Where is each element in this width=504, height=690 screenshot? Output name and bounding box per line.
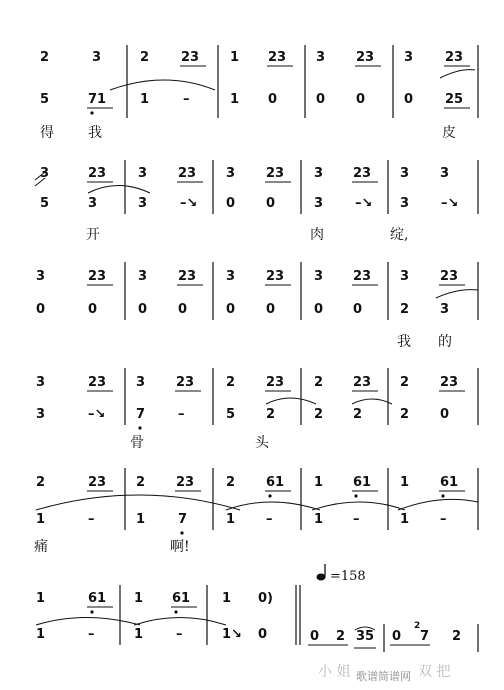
note: 0 [316, 92, 326, 107]
row-1 [40, 45, 478, 141]
watermark [318, 663, 450, 683]
note: 7 [178, 512, 188, 527]
note: 1 [222, 591, 232, 606]
note: 3 [404, 50, 414, 65]
note-group: 61 [440, 475, 459, 490]
note: 3 [136, 375, 146, 390]
note: 0 [356, 92, 366, 107]
note: 3 [440, 302, 450, 317]
note-group: 23 [440, 269, 459, 284]
note-group: 61 [353, 475, 372, 490]
note-group: 23 [268, 50, 287, 65]
note: 1 [134, 591, 144, 606]
note: 1 [226, 512, 236, 527]
dash: – [88, 627, 95, 642]
note: 3 [314, 166, 324, 181]
lyric: 我 [397, 334, 411, 350]
note: 1 [230, 50, 240, 65]
note-group: 23 [356, 50, 375, 65]
row-2 [35, 160, 478, 243]
note-group: 25 [445, 92, 464, 107]
note: 2 [336, 629, 346, 644]
dash: – [88, 512, 95, 527]
note: 5 [226, 407, 236, 422]
note: 1 [314, 475, 324, 490]
note: 1 [230, 92, 240, 107]
note: 2 [400, 407, 410, 422]
note: 3 [36, 269, 46, 284]
note: 0 [392, 629, 402, 644]
note: 0 [440, 407, 450, 422]
note-group: 71 [88, 92, 107, 107]
note: 0 [178, 302, 188, 317]
note: 0 [36, 302, 46, 317]
note: 3 [314, 269, 324, 284]
note-group: 23 [178, 269, 197, 284]
note: 0) [258, 591, 273, 606]
dash: –↘ [88, 407, 106, 422]
note: 7 [136, 407, 146, 422]
dash: –↘ [355, 196, 373, 211]
note: 2 [400, 375, 410, 390]
watermark-left-chars: 小 姐 [318, 664, 351, 680]
note-group: 23 [176, 475, 195, 490]
note: 1↘ [222, 627, 242, 642]
note-group: 23 [266, 375, 285, 390]
note: 1 [36, 512, 46, 527]
note-group: 23 [88, 375, 107, 390]
lyric: 得 [40, 125, 54, 141]
note: 0 [226, 302, 236, 317]
note: 3 [88, 196, 98, 211]
note: 3 [36, 407, 46, 422]
note-group: 23 [178, 166, 197, 181]
lyric: 啊! [170, 539, 190, 555]
note: 2 [353, 407, 363, 422]
note: 3 [314, 196, 324, 211]
note: 1 [314, 512, 324, 527]
dash: – [266, 512, 273, 527]
grace-note: 2 [414, 621, 421, 631]
note-group: 23 [353, 166, 372, 181]
note: 0 [266, 196, 276, 211]
row-6 [36, 564, 478, 652]
row-3 [36, 262, 478, 350]
note-group: 23 [88, 475, 107, 490]
note: 1 [400, 512, 410, 527]
lyric: 我 [88, 125, 102, 141]
note: 1 [36, 627, 46, 642]
row-4 [36, 368, 478, 451]
note: 2 [136, 475, 146, 490]
note: 3 [138, 269, 148, 284]
note: 3 [36, 375, 46, 390]
lyric: 肉 [310, 227, 324, 243]
note-group: 61 [172, 591, 191, 606]
note: 1 [134, 627, 144, 642]
note: 3 [400, 166, 410, 181]
note: 0 [353, 302, 363, 317]
note: 2 [266, 407, 276, 422]
note: 2 [226, 475, 236, 490]
note: 2 [314, 375, 324, 390]
note: 3 [400, 196, 410, 211]
note: 1 [140, 92, 150, 107]
dash: –↘ [180, 196, 198, 211]
note: 3 [226, 166, 236, 181]
note-group: 23 [266, 166, 285, 181]
note: 0 [266, 302, 276, 317]
row-5 [34, 468, 478, 555]
tempo-value: =158 [330, 569, 366, 584]
note: 0 [258, 627, 268, 642]
note: 0 [310, 629, 320, 644]
dash: –↘ [441, 196, 459, 211]
note-group: 23 [88, 166, 107, 181]
dash: – [440, 512, 447, 527]
note: 3 [440, 166, 450, 181]
note: 7 [420, 629, 430, 644]
note: 1 [136, 512, 146, 527]
note-group: 23 [181, 50, 200, 65]
note-group: 23 [176, 375, 195, 390]
note: 3 [138, 196, 148, 211]
note-group: 23 [88, 269, 107, 284]
note: 2 [314, 407, 324, 422]
note: 3 [226, 269, 236, 284]
note: 0 [314, 302, 324, 317]
note-group: 23 [353, 375, 372, 390]
lyric: 的 [438, 334, 452, 350]
note: 3 [400, 269, 410, 284]
note: 1 [36, 591, 46, 606]
note: 2 [40, 50, 50, 65]
note: 2 [36, 475, 46, 490]
note: 1 [400, 475, 410, 490]
note-group: 61 [88, 591, 107, 606]
dash: – [176, 627, 183, 642]
tempo-mark [317, 564, 366, 584]
dash: – [183, 92, 190, 107]
note: 0 [404, 92, 414, 107]
note: 3 [92, 50, 102, 65]
note: 5 [40, 196, 50, 211]
lyric: 绽, [390, 227, 409, 243]
note: 0 [226, 196, 236, 211]
note: 0 [88, 302, 98, 317]
note: 3 [316, 50, 326, 65]
note: 2 [400, 302, 410, 317]
note: 3 [40, 166, 50, 181]
dash: – [353, 512, 360, 527]
note: 2 [226, 375, 236, 390]
note-group: 35 [356, 629, 375, 644]
note-group: 61 [266, 475, 285, 490]
note-group: 23 [440, 375, 459, 390]
dash: – [178, 407, 185, 422]
note: 2 [140, 50, 150, 65]
lyric: 皮 [442, 125, 456, 141]
note: 5 [40, 92, 50, 107]
lyric: 开 [86, 227, 100, 243]
lyric: 头 [255, 435, 269, 451]
note-group: 23 [266, 269, 285, 284]
note: 0 [138, 302, 148, 317]
watermark-right-chars: 双 把 [418, 664, 451, 680]
lyric: 骨 [130, 435, 144, 451]
note: 0 [268, 92, 278, 107]
note: 2 [452, 629, 462, 644]
note-group: 23 [353, 269, 372, 284]
lyric: 痛 [34, 539, 48, 555]
watermark-site: 歌谱简谱网 [356, 670, 411, 683]
note: 3 [138, 166, 148, 181]
note-group: 23 [445, 50, 464, 65]
